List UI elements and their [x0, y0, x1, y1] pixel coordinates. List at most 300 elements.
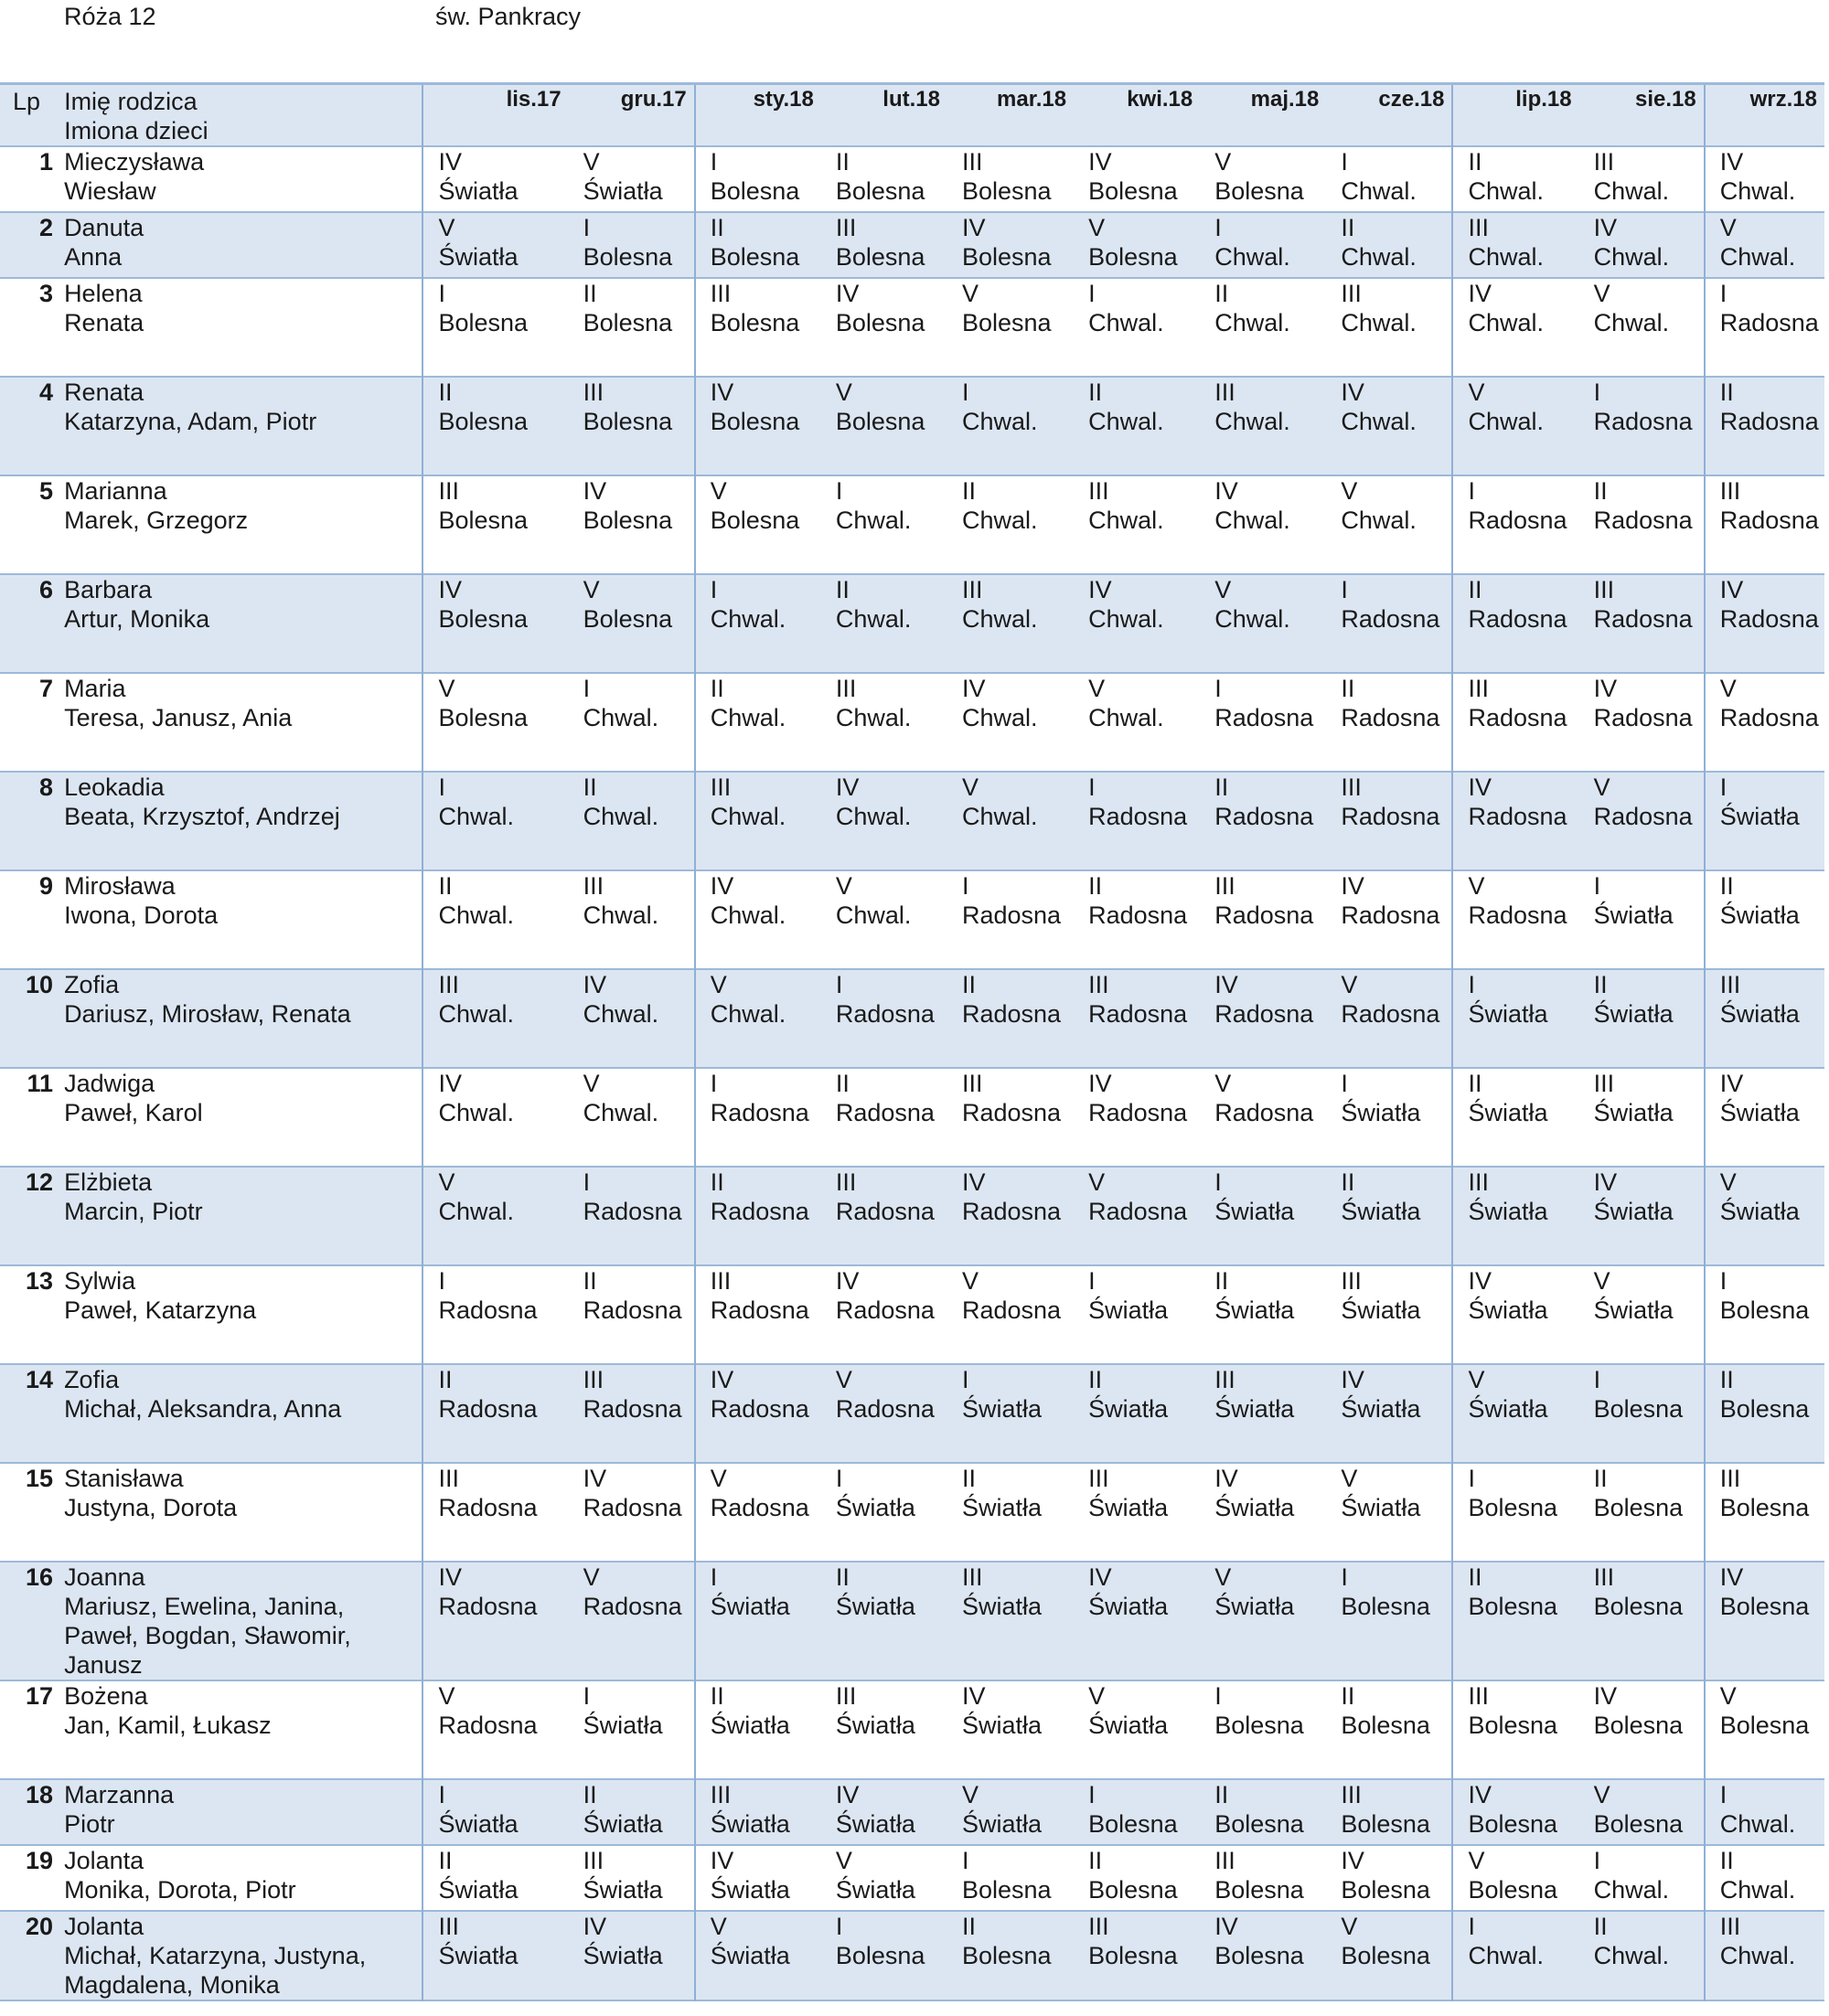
mystery-part: Światła — [1719, 901, 1800, 929]
mystery-number: V — [1341, 1913, 1358, 1940]
mystery-part: Światła — [961, 1395, 1043, 1423]
mystery-cell — [1200, 278, 1326, 377]
mystery-cell — [695, 1265, 821, 1364]
row-number: 10 — [26, 971, 54, 998]
mystery-number: III — [1468, 675, 1489, 702]
mystery-number: I — [1468, 1913, 1475, 1940]
mystery-number: I — [1719, 773, 1727, 801]
mystery-number: IV — [1088, 1070, 1112, 1097]
mystery-cell — [422, 772, 568, 870]
mystery-part: Bolesna — [835, 309, 925, 336]
mystery-cell — [1705, 673, 1824, 772]
mystery-part: Radosna — [1468, 507, 1567, 534]
row-number: 12 — [26, 1168, 54, 1196]
mystery-number: II — [1088, 1847, 1103, 1874]
mystery-cell — [1326, 212, 1452, 278]
mystery-part: Bolesna — [583, 243, 673, 271]
mystery-part: Radosna — [710, 1198, 809, 1225]
mystery-number: V — [438, 675, 455, 702]
mystery-cell — [1579, 1779, 1705, 1845]
mystery-part: Światła — [710, 1876, 790, 1904]
mystery-cell — [1326, 1845, 1452, 1911]
mystery-cell — [1579, 772, 1705, 870]
mystery-number: IV — [1593, 1682, 1618, 1710]
mystery-part: Światła — [583, 1942, 663, 1969]
mystery-number: IV — [1341, 379, 1364, 406]
mystery-part: Chwal. — [1719, 177, 1796, 205]
mystery-number: IV — [1468, 1267, 1492, 1295]
mystery-part: Radosna — [438, 1494, 538, 1521]
mystery-cell — [1074, 146, 1200, 212]
mystery-cell — [947, 1463, 1074, 1562]
mystery-cell — [947, 1364, 1074, 1463]
table-row — [0, 870, 1824, 969]
mystery-number: V — [583, 148, 600, 176]
mystery-part: Radosna — [1088, 1099, 1188, 1126]
mystery-cell — [1452, 1779, 1578, 1845]
table-row — [0, 1068, 1824, 1167]
mystery-cell — [821, 1779, 947, 1845]
mystery-cell — [422, 1463, 568, 1562]
header-name — [64, 84, 422, 147]
mystery-number: II — [1593, 971, 1608, 998]
mystery-part: Bolesna — [1719, 1296, 1810, 1324]
names-cell — [64, 1911, 422, 2000]
mystery-number: V — [1341, 477, 1358, 505]
mystery-number: III — [710, 1781, 732, 1808]
mystery-number: II — [1214, 1781, 1229, 1808]
mystery-cell — [695, 1364, 821, 1463]
table-row — [0, 673, 1824, 772]
mystery-cell — [1326, 1562, 1452, 1680]
mystery-cell — [821, 1463, 947, 1562]
mystery-cell — [1705, 870, 1824, 969]
names-cell — [64, 1463, 422, 1562]
mystery-part: Chwal. — [583, 1000, 659, 1028]
mystery-number: I — [710, 1070, 718, 1097]
mystery-number: IV — [1341, 1366, 1364, 1393]
mystery-cell — [1074, 1265, 1200, 1364]
row-number: 1 — [39, 148, 54, 176]
mystery-cell — [1579, 278, 1705, 377]
mystery-part: Chwal. — [1214, 243, 1290, 271]
mystery-cell — [1579, 146, 1705, 212]
mystery-cell — [821, 1562, 947, 1680]
mystery-part: Chwal. — [1341, 177, 1417, 205]
mystery-part: Chwal. — [583, 704, 659, 731]
mystery-number: IV — [583, 1465, 607, 1492]
parent-name: Helena — [64, 280, 143, 307]
mystery-part: Chwal. — [961, 507, 1038, 534]
mystery-number: II — [1341, 214, 1355, 241]
names-cell — [64, 1364, 422, 1463]
mystery-cell — [569, 1265, 695, 1364]
mystery-number: I — [1719, 1267, 1727, 1295]
mystery-part: Światła — [961, 1810, 1043, 1838]
mystery-part: Światła — [1214, 1494, 1295, 1521]
mystery-part: Światła — [835, 1494, 915, 1521]
mystery-cell — [1200, 475, 1326, 574]
mystery-cell — [422, 1364, 568, 1463]
mystery-cell — [1074, 1463, 1200, 1562]
mystery-cell — [422, 146, 568, 212]
mystery-number: V — [961, 773, 979, 801]
mystery-number: II — [1468, 148, 1482, 176]
mystery-part: Światła — [1088, 1395, 1169, 1423]
mystery-number: I — [1214, 1682, 1222, 1710]
mystery-number: V — [1214, 576, 1232, 603]
mystery-part: Światła — [1468, 1296, 1548, 1324]
mystery-part: Światła — [1719, 1198, 1800, 1225]
mystery-number: IV — [710, 872, 734, 900]
parent-name: Barbara — [64, 576, 153, 603]
mystery-cell — [569, 377, 695, 475]
mystery-number: III — [1719, 1465, 1741, 1492]
mystery-number: I — [1341, 1563, 1348, 1591]
mystery-number: V — [1088, 1682, 1106, 1710]
mystery-part: Radosna — [961, 1099, 1062, 1126]
mystery-cell — [947, 1265, 1074, 1364]
mystery-part: Bolesna — [835, 177, 925, 205]
mystery-cell — [821, 146, 947, 212]
mystery-number: V — [438, 1682, 455, 1710]
mystery-number: III — [1088, 1465, 1109, 1492]
mystery-cell — [569, 146, 695, 212]
mystery-part: Światła — [961, 1712, 1043, 1739]
mystery-part: Chwal. — [1214, 507, 1290, 534]
mystery-cell — [1705, 1167, 1824, 1265]
mystery-number: IV — [1719, 1070, 1744, 1097]
mystery-number: III — [1341, 1781, 1362, 1808]
table-row — [0, 969, 1824, 1068]
mystery-number: III — [961, 1563, 983, 1591]
mystery-cell — [947, 870, 1074, 969]
parent-name: Jolanta — [64, 1847, 144, 1874]
mystery-cell — [695, 212, 821, 278]
mystery-number: III — [1088, 971, 1109, 998]
mystery-part: Światła — [835, 1712, 915, 1739]
children-names: Dariusz, Mirosław, Renata — [64, 1000, 351, 1028]
mystery-part: Radosna — [1088, 901, 1188, 929]
mystery-part: Bolesna — [961, 177, 1052, 205]
mystery-number: IV — [710, 1847, 734, 1874]
mystery-number: III — [835, 1682, 857, 1710]
mystery-number: V — [1719, 1168, 1737, 1196]
mystery-part: Światła — [583, 1876, 663, 1904]
mystery-part: Bolesna — [1719, 1494, 1810, 1521]
mystery-cell — [947, 1680, 1074, 1779]
mystery-number: V — [438, 1168, 455, 1196]
mystery-cell — [695, 1167, 821, 1265]
mystery-number: I — [835, 1465, 843, 1492]
mystery-cell — [422, 278, 568, 377]
mystery-part: Chwal. — [710, 803, 786, 830]
mystery-number: IV — [1214, 971, 1238, 998]
mystery-number: V — [1719, 1682, 1737, 1710]
mystery-cell — [821, 870, 947, 969]
mystery-number: V — [1593, 1267, 1610, 1295]
mystery-part: Światła — [438, 243, 519, 271]
mystery-part: Chwal. — [1088, 309, 1164, 336]
mystery-part: Bolesna — [438, 704, 529, 731]
mystery-cell — [1452, 870, 1578, 969]
mystery-number: II — [961, 1465, 976, 1492]
mystery-cell — [1200, 212, 1326, 278]
mystery-cell — [569, 574, 695, 673]
mystery-part: Chwal. — [1719, 1876, 1796, 1904]
mystery-cell — [1579, 673, 1705, 772]
mystery-part: Bolesna — [1088, 177, 1178, 205]
mystery-cell — [1705, 212, 1824, 278]
mystery-part: Światła — [1088, 1712, 1169, 1739]
row-number: 3 — [39, 280, 54, 307]
mystery-part: Radosna — [1341, 803, 1440, 830]
mystery-part: Bolesna — [438, 408, 529, 435]
mystery-part: Światła — [1341, 1395, 1421, 1423]
mystery-part: Radosna — [961, 1000, 1062, 1028]
mystery-number: III — [1593, 1563, 1615, 1591]
mystery-cell — [422, 475, 568, 574]
mystery-number: V — [1719, 214, 1737, 241]
mystery-part: Bolesna — [1719, 1593, 1810, 1620]
mystery-cell — [1705, 772, 1824, 870]
mystery-part: Radosna — [835, 1000, 935, 1028]
mystery-part: Chwal. — [1341, 309, 1417, 336]
mystery-part: Światła — [1719, 803, 1800, 830]
mystery-number: V — [961, 1267, 979, 1295]
mystery-cell — [695, 146, 821, 212]
mystery-number: IV — [835, 1781, 860, 1808]
mystery-cell — [1074, 574, 1200, 673]
names-cell — [64, 1779, 422, 1845]
mystery-number: IV — [835, 773, 860, 801]
mystery-cell — [695, 574, 821, 673]
mystery-number: I — [710, 576, 718, 603]
mystery-cell — [1452, 1680, 1578, 1779]
mystery-number: I — [1088, 1267, 1096, 1295]
mystery-part: Bolesna — [1341, 1942, 1430, 1969]
mystery-cell — [1579, 212, 1705, 278]
mystery-part: Chwal. — [961, 408, 1038, 435]
mystery-cell — [569, 870, 695, 969]
mystery-number: IV — [1088, 576, 1112, 603]
mystery-part: Światła — [710, 1810, 790, 1838]
parent-name: Bożena — [64, 1682, 148, 1710]
mystery-number: I — [1341, 148, 1348, 176]
mystery-number: II — [835, 576, 850, 603]
mystery-number: IV — [961, 1682, 986, 1710]
mystery-number: IV — [1214, 477, 1238, 505]
mystery-part: Bolesna — [835, 243, 925, 271]
table-header-row — [0, 84, 1824, 147]
mystery-cell — [821, 772, 947, 870]
names-cell — [64, 1680, 422, 1779]
header-month: wrz.18 — [1705, 84, 1824, 147]
mystery-cell — [821, 1845, 947, 1911]
mystery-cell — [1326, 772, 1452, 870]
mystery-part: Bolesna — [1088, 1810, 1178, 1838]
mystery-number: III — [1719, 971, 1741, 998]
parent-name: Jolanta — [64, 1913, 144, 1940]
mystery-cell — [695, 870, 821, 969]
mystery-cell — [1452, 772, 1578, 870]
mystery-number: V — [1719, 675, 1737, 702]
mystery-part: Bolesna — [583, 605, 673, 633]
mystery-cell — [1705, 574, 1824, 673]
mystery-number: III — [1593, 148, 1615, 176]
mystery-part: Radosna — [961, 1198, 1062, 1225]
mystery-part: Światła — [1468, 1198, 1548, 1225]
mystery-number: IV — [835, 1267, 860, 1295]
mystery-number: III — [1088, 1913, 1109, 1940]
mystery-cell — [1579, 969, 1705, 1068]
mystery-cell — [1705, 1845, 1824, 1911]
mystery-part: Bolesna — [1214, 1810, 1304, 1838]
mystery-cell — [1579, 870, 1705, 969]
mystery-cell — [569, 1911, 695, 2000]
mystery-number: I — [1214, 1168, 1222, 1196]
mystery-cell — [1074, 1167, 1200, 1265]
mystery-part: Chwal. — [438, 901, 514, 929]
mystery-number: I — [438, 773, 445, 801]
mystery-number: V — [1468, 872, 1485, 900]
mystery-part: Radosna — [1593, 704, 1693, 731]
mystery-part: Światła — [710, 1712, 790, 1739]
mystery-cell — [569, 969, 695, 1068]
mystery-cell — [1452, 574, 1578, 673]
mystery-part: Światła — [961, 1494, 1043, 1521]
parent-name: Marianna — [64, 477, 167, 505]
mystery-part: Światła — [961, 1593, 1043, 1620]
mystery-cell — [695, 1562, 821, 1680]
mystery-number: V — [1341, 971, 1358, 998]
mystery-part: Bolesna — [438, 507, 529, 534]
mystery-number: I — [835, 971, 843, 998]
mystery-number: II — [710, 1168, 724, 1196]
mystery-number: V — [1341, 1465, 1358, 1492]
row-number: 15 — [26, 1465, 54, 1492]
mystery-cell — [947, 574, 1074, 673]
parent-name: Marzanna — [64, 1781, 175, 1808]
mystery-cell — [1200, 870, 1326, 969]
mystery-part: Bolesna — [1468, 1810, 1558, 1838]
names-cell — [64, 1167, 422, 1265]
mystery-cell — [1579, 1265, 1705, 1364]
mystery-part: Radosna — [1719, 507, 1819, 534]
children-names: Monika, Dorota, Piotr — [64, 1876, 296, 1904]
mystery-number: II — [583, 1781, 597, 1808]
mystery-number: I — [438, 280, 445, 307]
mystery-number: III — [583, 1847, 604, 1874]
parent-name: Maria — [64, 675, 126, 702]
mystery-cell — [1579, 1068, 1705, 1167]
header-children-label: Imiona dzieci — [64, 117, 209, 144]
parent-name: Renata — [64, 379, 144, 406]
mystery-part: Światła — [1341, 1494, 1421, 1521]
children-names: Iwona, Dorota — [64, 901, 219, 929]
mystery-cell — [947, 969, 1074, 1068]
mystery-part: Radosna — [583, 1593, 682, 1620]
mystery-part: Chwal. — [1468, 177, 1545, 205]
row-number: 13 — [26, 1267, 54, 1295]
mystery-cell — [1705, 1680, 1824, 1779]
mystery-cell — [1579, 574, 1705, 673]
mystery-part: Bolesna — [710, 507, 800, 534]
mystery-part: Światła — [438, 1942, 519, 1969]
mystery-cell — [1074, 212, 1200, 278]
mystery-part: Bolesna — [835, 408, 925, 435]
mystery-number: I — [438, 1781, 445, 1808]
mystery-cell — [1579, 475, 1705, 574]
mystery-cell — [947, 673, 1074, 772]
mystery-cell — [1452, 1463, 1578, 1562]
table-row — [0, 574, 1824, 673]
children-names: Paweł, Karol — [64, 1099, 203, 1126]
header-month: lut.18 — [882, 87, 940, 112]
names-cell — [64, 870, 422, 969]
mystery-number: I — [1593, 872, 1601, 900]
mystery-cell — [1200, 146, 1326, 212]
mystery-cell — [569, 1167, 695, 1265]
mystery-number: I — [1088, 280, 1096, 307]
table-row — [0, 1364, 1824, 1463]
mystery-cell — [821, 969, 947, 1068]
mystery-number: II — [1593, 1913, 1608, 1940]
mystery-number: IV — [583, 1913, 607, 1940]
names-cell — [64, 278, 422, 377]
mystery-number: III — [835, 1168, 857, 1196]
mystery-cell — [1705, 1068, 1824, 1167]
mystery-cell — [695, 969, 821, 1068]
mystery-part: Chwal. — [1719, 1810, 1796, 1838]
rose-number: Róża 12 — [64, 3, 156, 30]
mystery-part: Światła — [583, 1712, 663, 1739]
mystery-part: Chwal. — [1088, 408, 1164, 435]
mystery-part: Bolesna — [1088, 1942, 1178, 1969]
table-row — [0, 1562, 1824, 1680]
mystery-number: IV — [1214, 1465, 1238, 1492]
mystery-cell — [1705, 1364, 1824, 1463]
mystery-cell — [821, 1167, 947, 1265]
mystery-number: I — [1214, 214, 1222, 241]
mystery-cell — [1200, 1364, 1326, 1463]
mystery-number: V — [835, 872, 852, 900]
mystery-cell — [1074, 1680, 1200, 1779]
mystery-part: Chwal. — [583, 901, 659, 929]
table-row — [0, 1779, 1824, 1845]
mystery-number: II — [1214, 1267, 1229, 1295]
mystery-number: III — [1341, 280, 1362, 307]
names-cell — [64, 574, 422, 673]
mystery-number: IV — [438, 1070, 462, 1097]
mystery-number: V — [1468, 1847, 1485, 1874]
mystery-part: Światła — [1341, 1099, 1421, 1126]
mystery-part: Bolesna — [1341, 1876, 1430, 1904]
mystery-part: Chwal. — [961, 704, 1038, 731]
table-row — [0, 212, 1824, 278]
parent-name: Stanisława — [64, 1465, 184, 1492]
mystery-number: II — [583, 773, 597, 801]
mystery-cell — [1579, 1680, 1705, 1779]
mystery-number: IV — [1468, 773, 1492, 801]
mystery-number: II — [1088, 379, 1103, 406]
mystery-part: Chwal. — [1468, 408, 1545, 435]
mystery-cell — [821, 1068, 947, 1167]
mystery-cell — [1705, 1562, 1824, 1680]
mystery-part: Bolesna — [961, 1876, 1052, 1904]
mystery-number: IV — [1468, 1781, 1492, 1808]
mystery-cell — [422, 574, 568, 673]
